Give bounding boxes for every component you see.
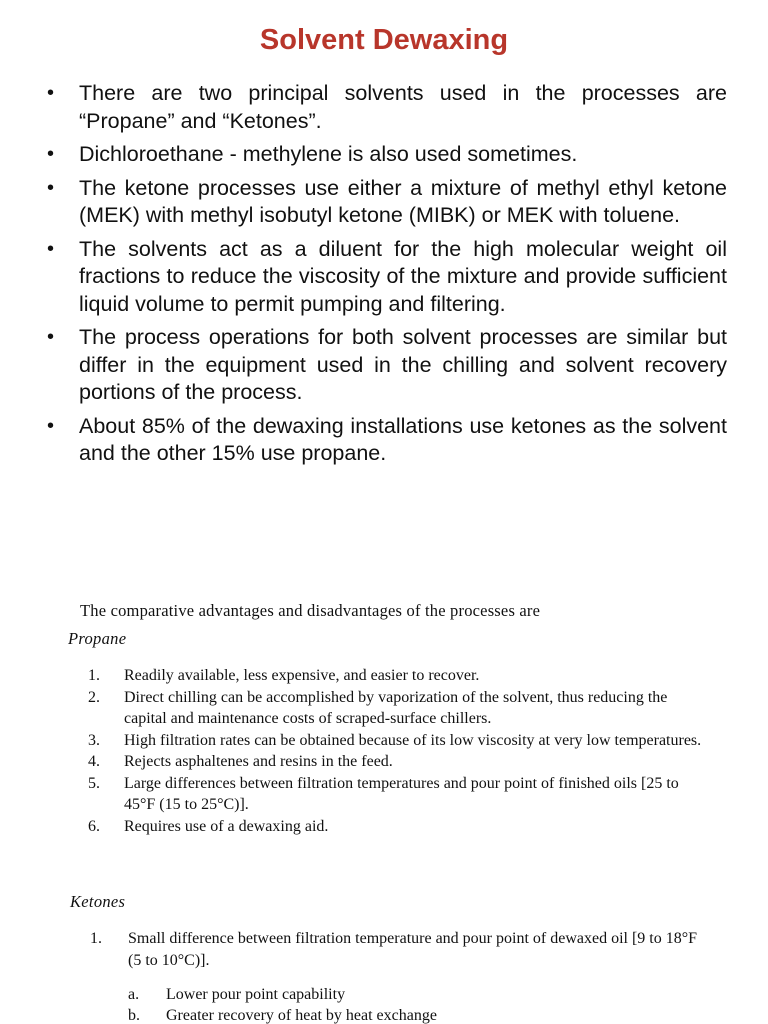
- list-item: [88, 773, 702, 816]
- bullet-item: [47, 236, 727, 319]
- bullet-dot: •: [47, 82, 55, 104]
- bullet-dot: •: [47, 143, 55, 165]
- bullet-item: [47, 413, 727, 468]
- item-text: Large differences between filtration temperatures and pour point of finished oils [25 to 45°F (15 to 25°C)].: [124, 774, 679, 813]
- item-number: 6.: [88, 817, 100, 835]
- bullet-dot: •: [47, 326, 55, 348]
- bullet-list: [47, 80, 727, 474]
- list-item: [88, 665, 702, 687]
- ketones-sublist: [128, 984, 688, 1024]
- item-number: 3.: [88, 731, 100, 749]
- ketones-heading: Ketones: [70, 892, 126, 911]
- item-number: 2.: [88, 688, 100, 706]
- bullet-text: There are two principal solvents used in the processes are “Propane” and “Ketones”.: [79, 81, 727, 133]
- item-text: Readily available, less expensive, and easier to recover.: [124, 667, 480, 684]
- item-text: Direct chilling can be accomplished by vaporization of the solvent, thus reducing the capital and maintenance costs of scraped-surface chillers.: [124, 688, 668, 727]
- bullet-item: [47, 80, 727, 135]
- bullet-dot: •: [47, 414, 55, 437]
- item-number: 5.: [88, 774, 100, 792]
- item-text: Small difference between filtration temperature and pour point of dewaxed oil [9 to 18°F (5 to 10°C)].: [128, 930, 698, 969]
- bullet-text: The process operations for both solvent processes are similar but differ in the equipment used in the chilling and solvent recovery portions of the process.: [79, 325, 727, 404]
- list-item: [88, 816, 702, 838]
- list-item: [128, 1005, 688, 1024]
- list-item: [88, 751, 702, 773]
- item-number: 4.: [88, 753, 100, 770]
- list-item: [88, 687, 702, 730]
- bullet-text: The ketone processes use either a mixture of methyl ethyl ketone (MEK) with methyl isobutyl ketone (MIBK) or MEK with toluene.: [79, 175, 727, 227]
- bullet-item: [47, 324, 727, 407]
- item-text: Lower pour point capability: [166, 986, 346, 1003]
- ketones-list: [90, 928, 706, 971]
- item-text: Requires use of a dewaxing aid.: [124, 817, 329, 835]
- bullet-text: Dichloroethane - methylene is also used sometimes.: [79, 142, 578, 166]
- list-item: [88, 730, 702, 752]
- propane-heading: Propane: [68, 629, 127, 648]
- item-text: Greater recovery of heat by heat exchange: [166, 1007, 437, 1024]
- item-letter: b.: [128, 1007, 140, 1024]
- excerpt-intro: The comparative advantages and disadvantages of the processes are: [80, 601, 541, 620]
- item-text: High filtration rates can be obtained because of its low viscosity at very low temperatures.: [124, 731, 702, 749]
- item-letter: a.: [128, 986, 140, 1003]
- bullet-item: [47, 141, 727, 169]
- slide-title: Solvent Dewaxing: [259, 24, 509, 56]
- item-number: 1.: [88, 667, 100, 684]
- list-item: [90, 928, 706, 971]
- bullet-item: [47, 175, 727, 230]
- bullet-text: The solvents act as a diluent for the high molecular weight oil fractions to reduce the viscosity of the mixture and provide sufficient liquid volume to permit pumping and filtering.: [79, 236, 727, 316]
- list-item: [128, 984, 688, 1005]
- item-number: 1.: [90, 930, 102, 947]
- bullet-text: About 85% of the dewaxing installations use ketones as the solvent and the other 15% use propane.: [79, 413, 727, 465]
- item-text: Rejects asphaltenes and resins in the feed.: [124, 753, 393, 770]
- bullet-dot: •: [47, 237, 55, 260]
- propane-list: [88, 665, 702, 837]
- bullet-dot: •: [47, 176, 55, 199]
